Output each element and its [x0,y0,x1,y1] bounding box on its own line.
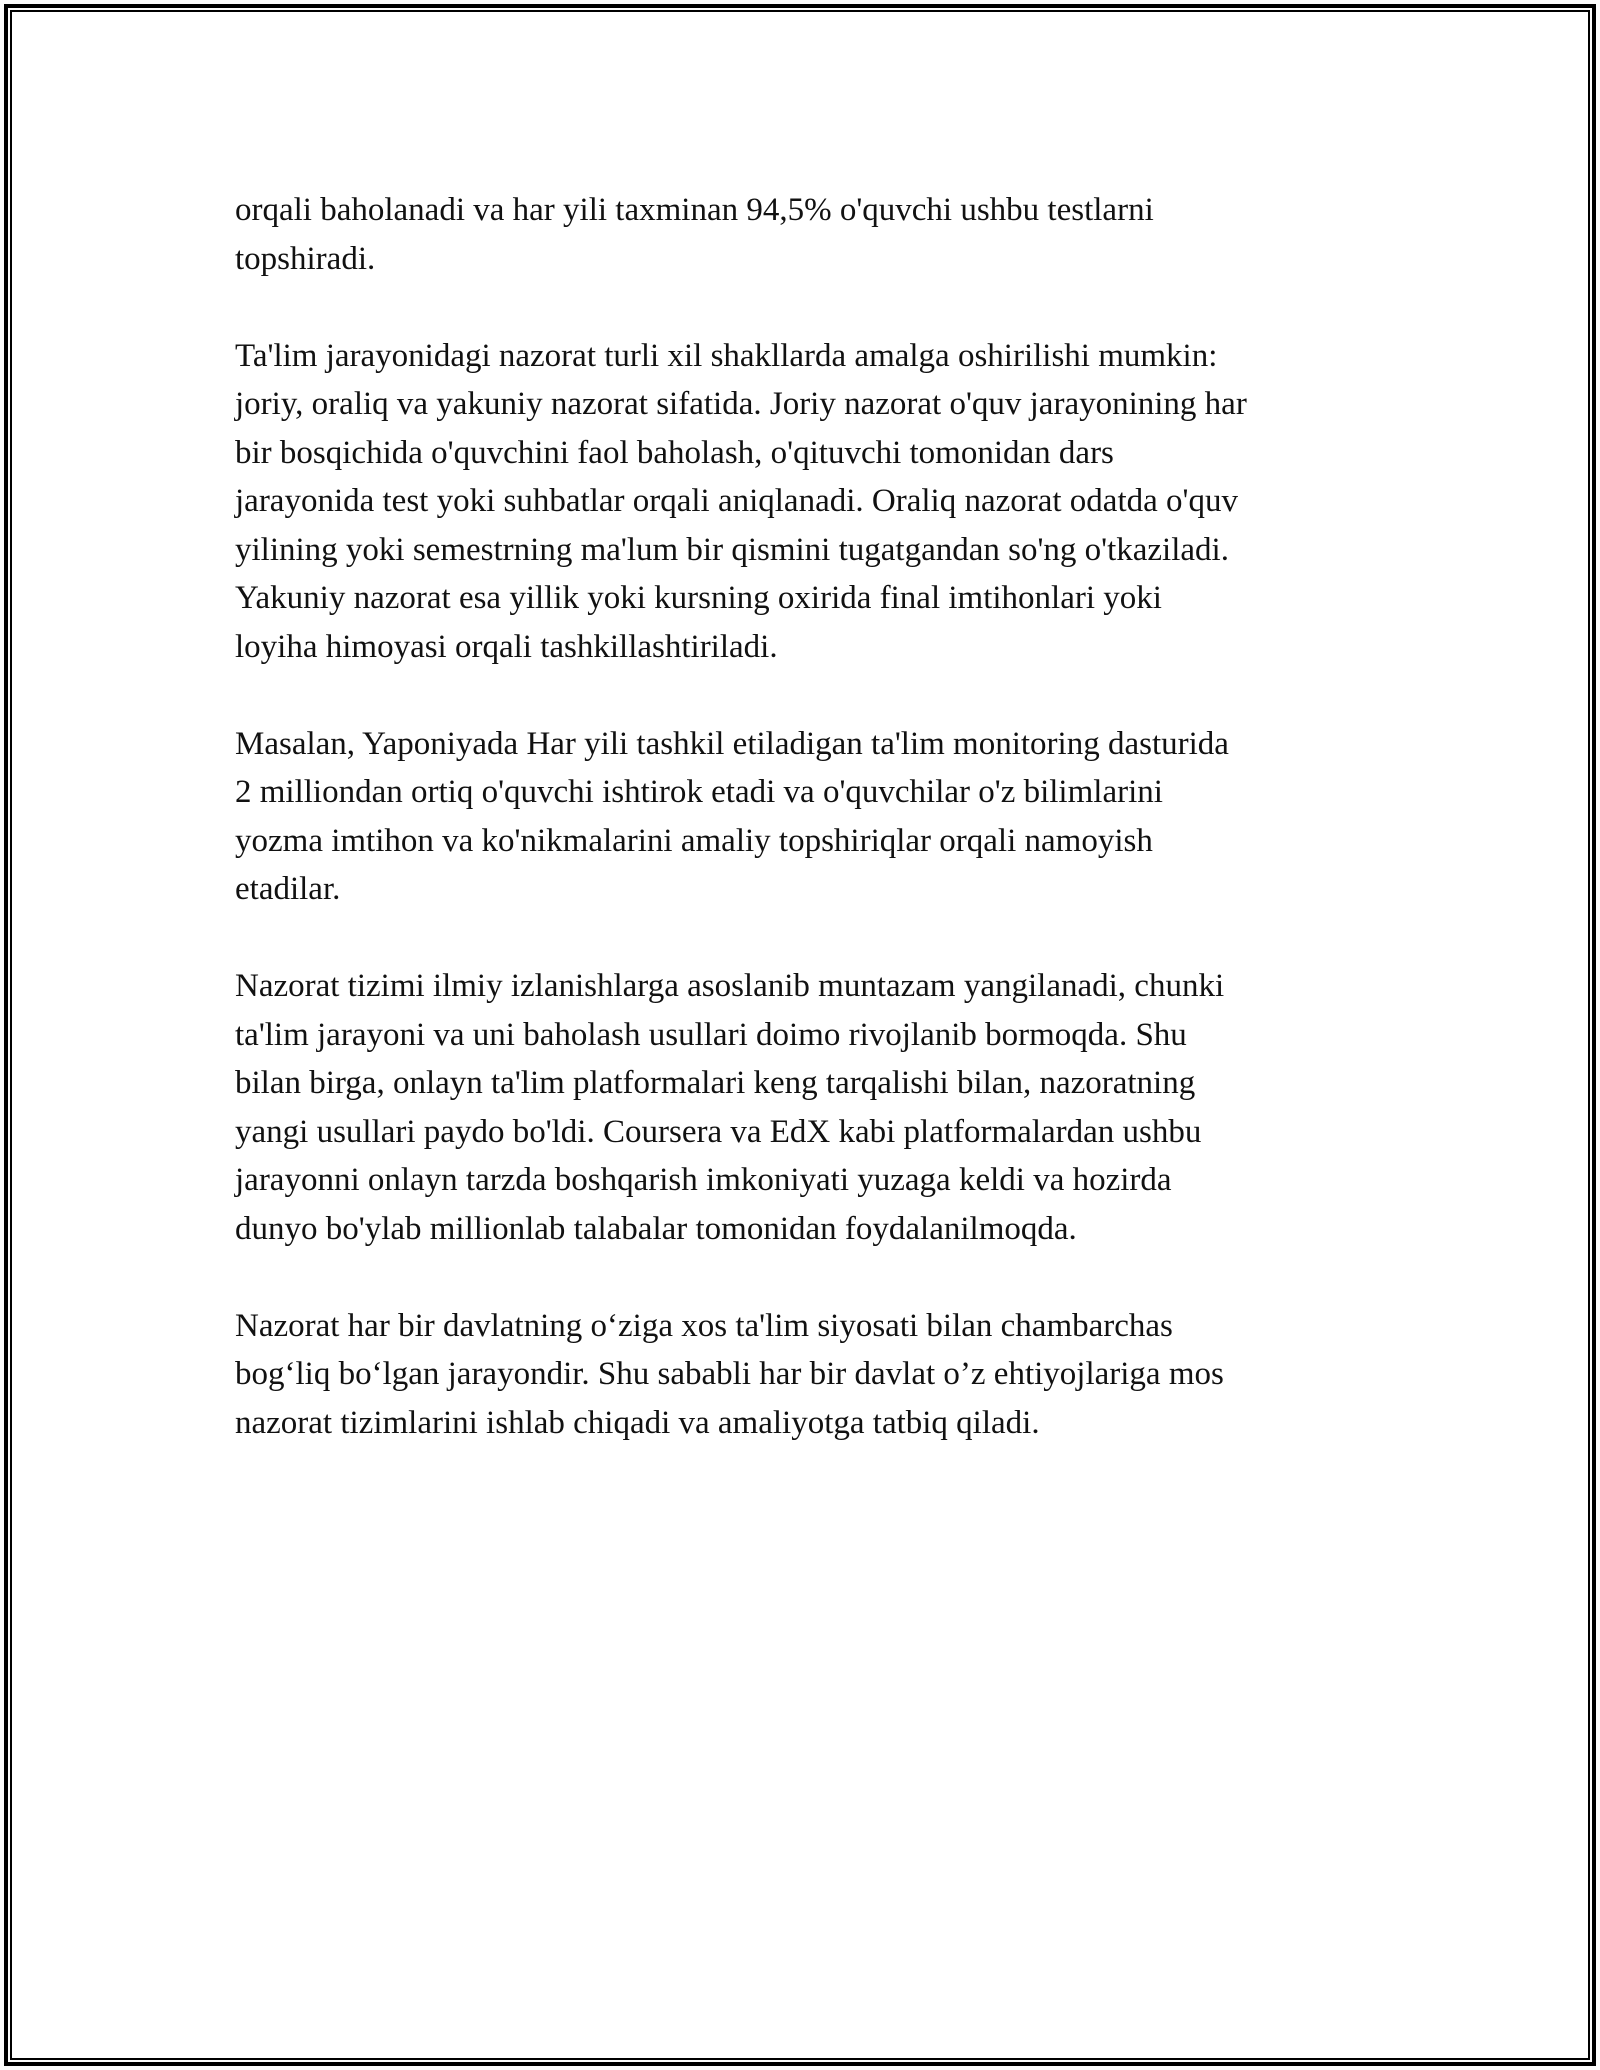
paragraph-3: Masalan, Yaponiyada Har yili tashkil etiladigan ta'lim monitoring dasturida 2 milliondan ortiq o'quvchi ishtirok etadi va o'quvchilar o'z bilimlarini yozma imtihon va ko'nikmalarini amaliy topshiriqlar orqali namoyish etadilar. [235,725,1229,907]
paragraph-1: orqali baholanadi va har yili taxminan 94,5% o'quvchi ushbu testlarni topshiradi. [235,192,1154,277]
paragraph-4: Nazorat tizimi ilmiy izlanishlarga asoslanib muntazam yangilanadi, chunki ta'lim jarayoni va uni baholash usullari doimo rivojlanib bormoqda. Shu bilan birga, onlayn ta'lim platformalari keng tarqalishi bilan, nazoratning yangi usullari paydo bo'ldi. Coursera va EdX kabi platformalardan ushbu jarayonni onlayn tarzda boshqarish imkoniyati yuzaga keldi va hozirda dunyo bo'ylab millionlab talabalar tomonidan foydalanilmoqda. [235,968,1225,1247]
document-body [235,186,1370,1496]
paragraph-5: Nazorat har bir davlatning o‘ziga xos ta'lim siyosati bilan chambarchas bog‘liq bo‘lgan jarayondir. Shu sababli har bir davlat o’z ehtiyojlariga mos nazorat tizimlarini ishlab chiqadi va amaliyotga tatbiq qiladi. [235,1307,1224,1441]
paragraph-2: Ta'lim jarayonidagi nazorat turli xil shakllarda amalga oshirilishi mumkin: joriy, oraliq va yakuniy nazorat sifatida. Joriy nazorat o'quv jarayonining har bir bosqichida o'quvchini faol baholash, o'qituvchi tomonidan dars jarayonida test yoki suhbatlar orqali aniqlanadi. Oraliq nazorat odatda o'quv yilining yoki semestrning ma'lum bir qismini tugatgandan so'ng o'tkaziladi. Yakuniy nazorat esa yillik yoki kursning oxirida final imtihonlari yoki loyiha himoyasi orqali tashkillashtiriladi. [235,337,1247,665]
